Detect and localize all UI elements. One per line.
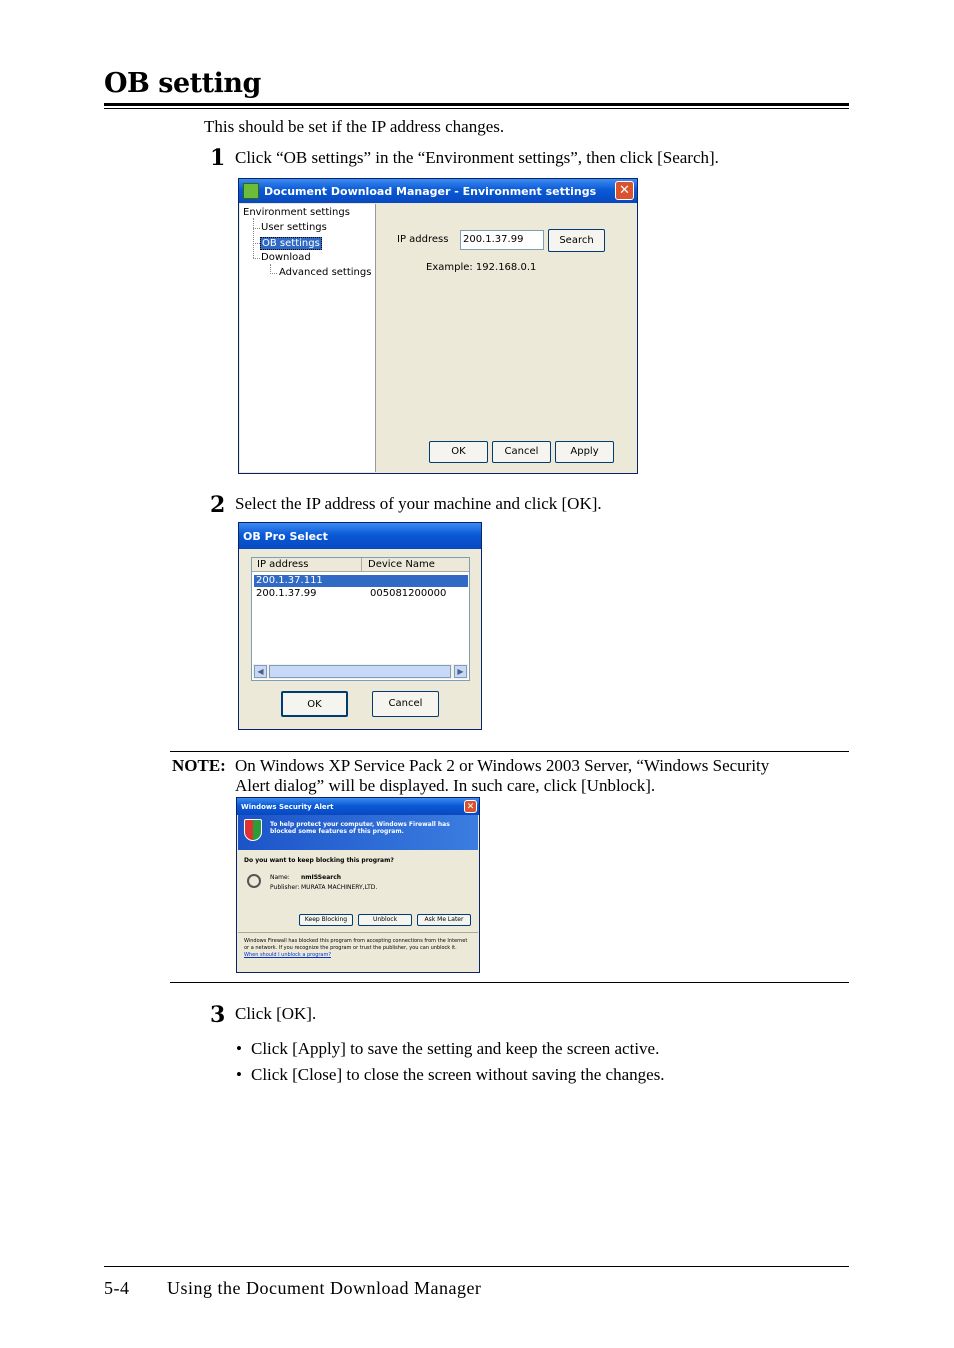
page-title: OB setting xyxy=(104,68,261,99)
apply-button[interactable]: Apply xyxy=(555,441,614,463)
publisher-label: Publisher: xyxy=(270,884,300,891)
note-label: NOTE: xyxy=(172,756,226,775)
step-2-text: Select the IP address of your machine and click [OK]. xyxy=(235,494,602,513)
step-3-text: Click [OK]. xyxy=(235,1004,317,1023)
title-rule xyxy=(104,103,849,106)
tree-branch xyxy=(270,273,277,274)
bullet-apply: Click [Apply] to save the setting and keep the screen active. xyxy=(251,1039,660,1058)
note-top-rule xyxy=(170,751,849,752)
note-line-1: On Windows XP Service Pack 2 or Windows 2003 Server, “Windows Security xyxy=(235,756,770,775)
close-icon[interactable]: ✕ xyxy=(615,181,634,200)
ob-title: OB Pro Select xyxy=(243,529,328,543)
keep-blocking-question: Do you want to keep blocking this program? xyxy=(244,857,394,864)
tree-item-download[interactable]: Download xyxy=(261,252,311,263)
keep-blocking-button[interactable]: Keep Blocking xyxy=(299,914,353,926)
horizontal-scrollbar[interactable] xyxy=(253,664,468,679)
column-header-ip[interactable]: IP address xyxy=(252,558,362,572)
ip-list[interactable] xyxy=(251,557,470,681)
close-icon[interactable]: ✕ xyxy=(464,800,477,813)
note-bottom-rule xyxy=(170,982,849,983)
ob-titlebar xyxy=(239,523,481,549)
table-row[interactable] xyxy=(254,575,468,587)
separator xyxy=(238,932,478,933)
security-titlebar xyxy=(237,798,479,815)
step-1-number: 1 xyxy=(210,145,226,171)
scroll-left-icon[interactable]: ◀ xyxy=(254,665,267,678)
app-icon xyxy=(243,183,259,199)
search-button[interactable]: Search xyxy=(548,229,605,252)
env-title: Document Download Manager - Environment settings xyxy=(264,184,597,198)
ok-button[interactable]: OK xyxy=(281,691,348,717)
tree-item-advanced-settings[interactable]: Advanced settings xyxy=(279,267,372,278)
page-number: 5-4 xyxy=(104,1278,130,1298)
footer-title: Using the Document Download Manager xyxy=(167,1278,482,1298)
title-rule-thin xyxy=(104,108,849,109)
env-titlebar xyxy=(239,179,637,203)
ob-pro-select-dialog xyxy=(238,522,482,730)
cancel-button[interactable]: Cancel xyxy=(372,691,439,717)
name-label: Name: xyxy=(270,874,290,881)
step-2-number: 2 xyxy=(210,492,226,518)
settings-tree xyxy=(240,204,376,472)
unblock-help-link[interactable]: When should I unblock a program? xyxy=(244,952,332,958)
column-header-device[interactable]: Device Name xyxy=(362,558,469,572)
tree-branch xyxy=(253,258,260,259)
windows-security-alert-dialog xyxy=(236,797,480,973)
bullet-close: Click [Close] to close the screen without saving the changes. xyxy=(251,1065,665,1084)
row-device: 005081200000 xyxy=(370,588,447,599)
tree-branch xyxy=(253,228,260,229)
firewall-footer xyxy=(244,938,472,959)
tree-item-user-settings[interactable]: User settings xyxy=(261,222,327,233)
banner-text: To help protect your computer, Windows Firewall has blocked some features of this program. xyxy=(270,821,450,835)
tree-line xyxy=(253,218,255,258)
cancel-button[interactable]: Cancel xyxy=(492,441,551,463)
environment-settings-dialog xyxy=(238,178,638,474)
unblock-button[interactable]: Unblock xyxy=(358,914,412,926)
scroll-thumb[interactable] xyxy=(269,665,451,678)
publisher-value: MURATA MACHINERY,LTD. xyxy=(301,884,378,891)
intro-text: This should be set if the IP address changes. xyxy=(204,117,505,136)
shield-icon xyxy=(244,819,262,841)
ip-example-text: Example: 192.168.0.1 xyxy=(426,262,537,273)
note-line-2: Alert dialog” will be displayed. In such care, click [Unblock]. xyxy=(235,776,656,795)
footer-rule xyxy=(104,1266,849,1267)
tree-branch xyxy=(253,243,260,244)
ip-address-input[interactable]: 200.1.37.99 xyxy=(460,230,544,250)
ip-address-label: IP address xyxy=(397,234,449,245)
name-value: nmISSearch xyxy=(301,874,342,881)
security-title: Windows Security Alert xyxy=(241,802,334,811)
program-icon xyxy=(247,874,261,888)
row-ip: 200.1.37.99 xyxy=(256,588,317,599)
firewall-footer-text: Windows Firewall has blocked this program from accepting connections from the Internet or a network. If you recognize the program or trust the publisher, you can unblock it. xyxy=(244,938,468,951)
bullet-glyph: • xyxy=(236,1065,242,1084)
bullet-glyph: • xyxy=(236,1039,242,1058)
ask-me-later-button[interactable]: Ask Me Later xyxy=(417,914,471,926)
table-row[interactable] xyxy=(254,588,468,600)
scroll-right-icon[interactable]: ▶ xyxy=(454,665,467,678)
step-3-number: 3 xyxy=(210,1002,226,1028)
tree-root[interactable]: Environment settings xyxy=(243,207,350,218)
security-banner xyxy=(238,815,478,850)
ok-button[interactable]: OK xyxy=(429,441,488,463)
tree-item-ob-settings[interactable]: OB settings xyxy=(262,238,320,249)
step-1-text: Click “OB settings” in the “Environment settings”, then click [Search]. xyxy=(235,148,719,167)
row-ip: 200.1.37.111 xyxy=(256,575,323,586)
